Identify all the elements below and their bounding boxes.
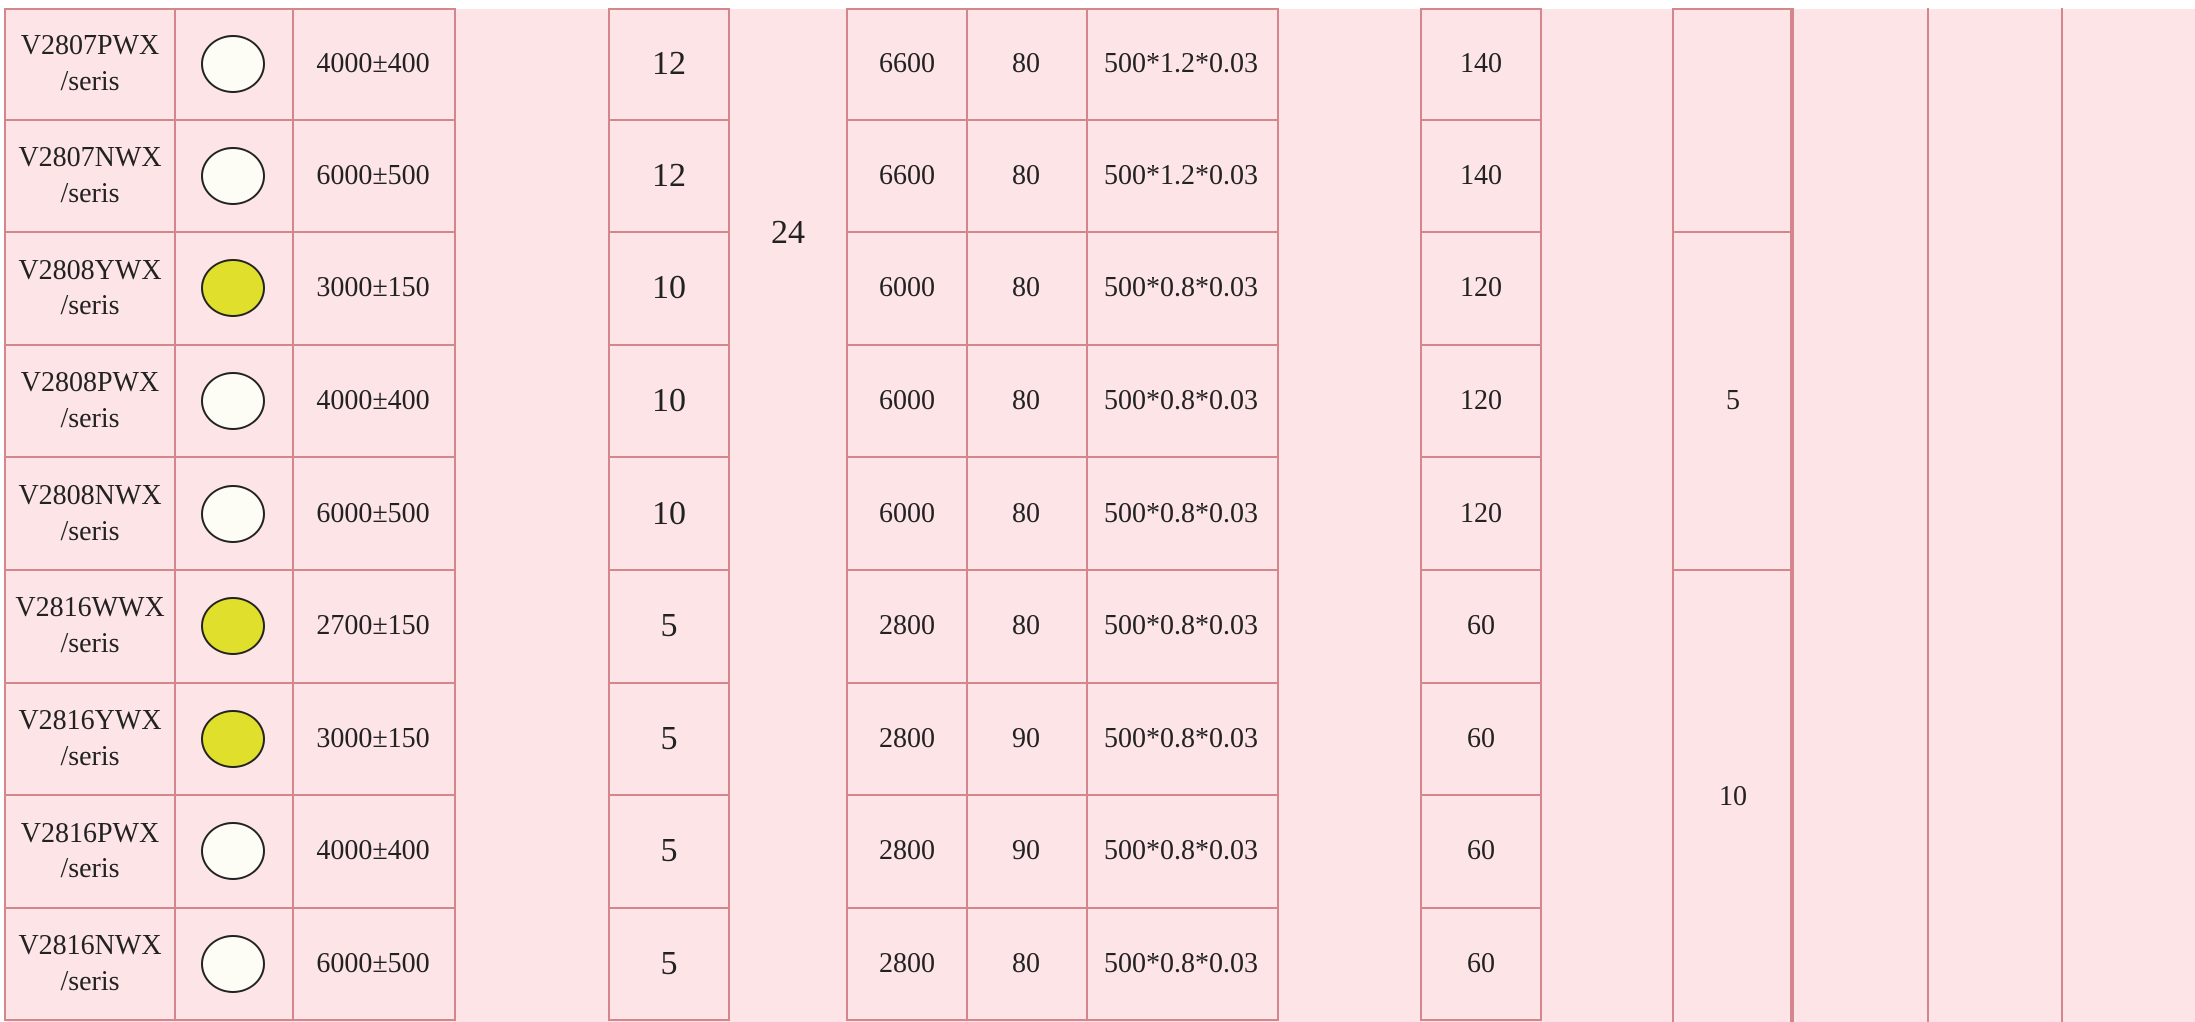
- model-cell: V2816PWX /seris: [4, 796, 176, 909]
- value-cell-c5: 140: [1420, 121, 1542, 234]
- color-swatch-cell: [174, 796, 294, 909]
- value-cell-c5: 60: [1420, 796, 1542, 909]
- column-rule: [2061, 8, 2063, 1022]
- value-cell-c5: 60: [1420, 909, 1542, 1022]
- model-cell: V2807NWX /seris: [4, 121, 176, 234]
- value-cell-c1: 12: [608, 8, 730, 121]
- value-cell-c3: 80: [966, 346, 1088, 459]
- merged-group-cell: 5: [1672, 233, 1794, 571]
- value-cell-c3: 80: [966, 909, 1088, 1022]
- color-dot-icon: [201, 935, 265, 993]
- value-cell-c5: 140: [1420, 8, 1542, 121]
- value-cell-c3: 90: [966, 796, 1088, 909]
- value-cell-c3: 80: [966, 571, 1088, 684]
- model-cell: V2808YWX /seris: [4, 233, 176, 346]
- cct-cell: 6000±500: [292, 909, 456, 1022]
- value-cell-c5: 60: [1420, 571, 1542, 684]
- color-dot-icon: [201, 710, 265, 768]
- color-swatch-cell: [174, 909, 294, 1022]
- color-dot-icon: [201, 372, 265, 430]
- value-cell-c1: 12: [608, 121, 730, 234]
- color-swatch-cell: [174, 8, 294, 121]
- cct-cell: 2700±150: [292, 571, 456, 684]
- value-cell-c4: 500*0.8*0.03: [1085, 796, 1279, 909]
- value-cell-c4: 500*1.2*0.03: [1085, 121, 1279, 234]
- value-cell-c5: 60: [1420, 684, 1542, 797]
- cct-cell: 6000±500: [292, 121, 456, 234]
- value-cell-c1: 10: [608, 458, 730, 571]
- value-cell-c4: 500*0.8*0.03: [1085, 909, 1279, 1022]
- model-cell: V2816NWX /seris: [4, 909, 176, 1022]
- value-cell-c2: 2800: [846, 796, 968, 909]
- value-cell-c1: 5: [608, 909, 730, 1022]
- value-cell-c1: 5: [608, 796, 730, 909]
- value-cell-c2: 6000: [846, 346, 968, 459]
- cct-cell: 4000±400: [292, 346, 456, 459]
- model-cell: V2808NWX /seris: [4, 458, 176, 571]
- color-swatch-cell: [174, 571, 294, 684]
- color-swatch-cell: [174, 346, 294, 459]
- model-cell: V2808PWX /seris: [4, 346, 176, 459]
- color-dot-icon: [201, 485, 265, 543]
- value-cell-c1: 10: [608, 233, 730, 346]
- merged-group-cell: 10: [1672, 571, 1794, 1022]
- color-dot-icon: [201, 147, 265, 205]
- value-cell-c3: 80: [966, 8, 1088, 121]
- column-rule: [1790, 8, 1792, 1022]
- model-cell: V2816YWX /seris: [4, 684, 176, 797]
- value-cell-c2: 2800: [846, 684, 968, 797]
- model-cell: V2816WWX /seris: [4, 571, 176, 684]
- value-cell-c2: 6000: [846, 458, 968, 571]
- color-dot-icon: [201, 822, 265, 880]
- column-rule: [1927, 8, 1929, 1022]
- value-cell-c2: 6600: [846, 121, 968, 234]
- value-cell-c4: 500*0.8*0.03: [1085, 458, 1279, 571]
- color-dot-icon: [201, 597, 265, 655]
- value-cell-c2: 6000: [846, 233, 968, 346]
- merged-group-cell: [1672, 8, 1794, 233]
- value-cell-c2: 2800: [846, 909, 968, 1022]
- value-cell-c5: 120: [1420, 233, 1542, 346]
- cct-cell: 3000±150: [292, 684, 456, 797]
- color-swatch-cell: [174, 121, 294, 234]
- value-cell-c4: 500*0.8*0.03: [1085, 346, 1279, 459]
- value-cell-c2: 6600: [846, 8, 968, 121]
- value-cell-c4: 500*0.8*0.03: [1085, 571, 1279, 684]
- value-cell-c3: 80: [966, 233, 1088, 346]
- voltage-merged-cell: 24: [771, 214, 805, 252]
- value-cell-c4: 500*1.2*0.03: [1085, 8, 1279, 121]
- model-cell: V2807PWX /seris: [4, 8, 176, 121]
- cct-cell: 6000±500: [292, 458, 456, 571]
- cct-cell: 4000±400: [292, 796, 456, 909]
- value-cell-c5: 120: [1420, 346, 1542, 459]
- value-cell-c1: 10: [608, 346, 730, 459]
- value-cell-c1: 5: [608, 571, 730, 684]
- color-dot-icon: [201, 259, 265, 317]
- color-swatch-cell: [174, 233, 294, 346]
- color-swatch-cell: [174, 458, 294, 571]
- value-cell-c3: 80: [966, 121, 1088, 234]
- value-cell-c2: 2800: [846, 571, 968, 684]
- value-cell-c1: 5: [608, 684, 730, 797]
- value-cell-c4: 500*0.8*0.03: [1085, 233, 1279, 346]
- value-cell-c4: 500*0.8*0.03: [1085, 684, 1279, 797]
- color-dot-icon: [201, 35, 265, 93]
- color-swatch-cell: [174, 684, 294, 797]
- value-cell-c3: 80: [966, 458, 1088, 571]
- cct-cell: 3000±150: [292, 233, 456, 346]
- cct-cell: 4000±400: [292, 8, 456, 121]
- value-cell-c3: 90: [966, 684, 1088, 797]
- value-cell-c5: 120: [1420, 458, 1542, 571]
